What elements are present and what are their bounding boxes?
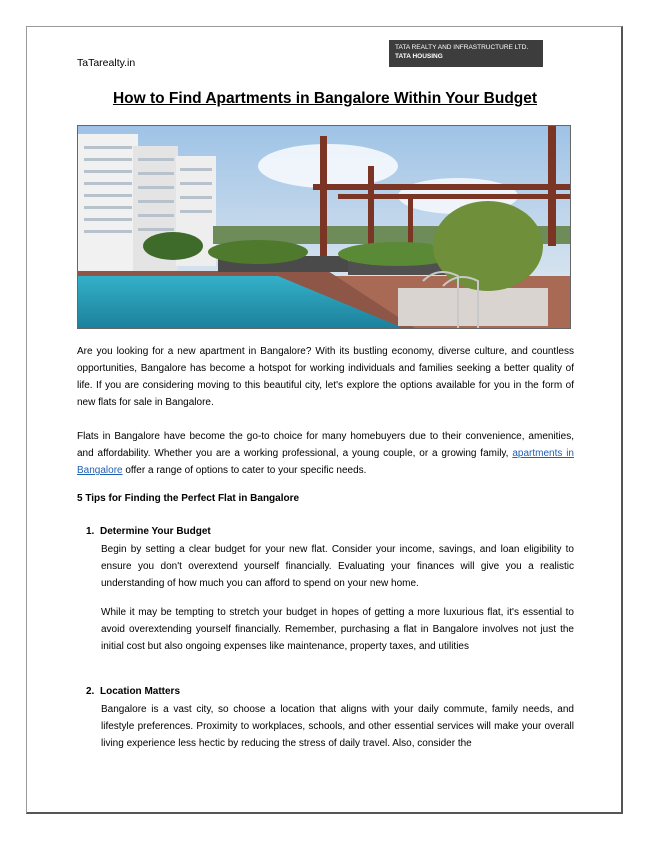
hero-image (77, 125, 571, 329)
tip-1-title: Determine Your Budget (100, 526, 211, 537)
rooftop-pool-illustration (78, 126, 571, 329)
page-title: How to Find Apartments in Bangalore Within Your Budget (112, 90, 538, 107)
site-name: TaTarealty.in (77, 57, 136, 69)
intro-p2-after: offer a range of options to cater to your specific needs. (122, 465, 367, 476)
tips-heading: 5 Tips for Finding the Perfect Flat in Bangalore (77, 493, 300, 504)
tip-2-title: Location Matters (100, 686, 181, 697)
tip-1-paragraph-1: Begin by setting a clear budget for your new flat. Consider your income, savings, and loan eligibility to ensure you don't overextend yourself financially. Evaluating your finances will give you a realistic understanding of how much you can afford to spend on your new home. (101, 544, 574, 589)
tip-1-heading (86, 526, 211, 537)
tip-1-number: 1. (86, 526, 95, 537)
tip-2-paragraph-1: Bangalore is a vast city, so choose a location that aligns with your daily commute, family needs, and lifestyle preferences. Proximity to workplaces, schools, and other essential services will make your overall living experience less hectic by reducing the stress of daily travel. Also, consider the (101, 704, 574, 749)
logo-line-2: TATA HOUSING (395, 53, 443, 60)
tip-1-paragraph-2: While it may be tempting to stretch your budget in hopes of getting a more luxurious flat, it's essential to avoid overextending yourself financially. Remember, purchasing a flat in Bangalore involves not just the initial cost but also ongoing expenses like maintenance, property taxes, and utilities (101, 607, 574, 652)
intro-paragraph-1: Are you looking for a new apartment in Bangalore? With its bustling economy, diverse culture, and countless opportunities, Bangalore has become a hotspot for working individuals and families seeking a better quality of life. If you are considering moving to this beautiful city, let's explore the options available for you in the form of new flats for sale in Bangalore. (77, 346, 574, 408)
logo-line-1: TATA REALTY AND INFRASTRUCTURE LTD. (395, 44, 529, 51)
tip-2-heading (86, 686, 180, 697)
intro-p2-before: Flats in Bangalore have become the go-to choice for many homebuyers due to their convenience, amenities, and affordability. Whether you are a working professional, a young couple, or a growing family, (77, 431, 574, 459)
tata-logo (389, 40, 543, 67)
apartments-link[interactable]: apartments in Bangalore (77, 448, 574, 476)
tip-2-number: 2. (86, 686, 95, 697)
intro-paragraph-2 (77, 428, 574, 479)
